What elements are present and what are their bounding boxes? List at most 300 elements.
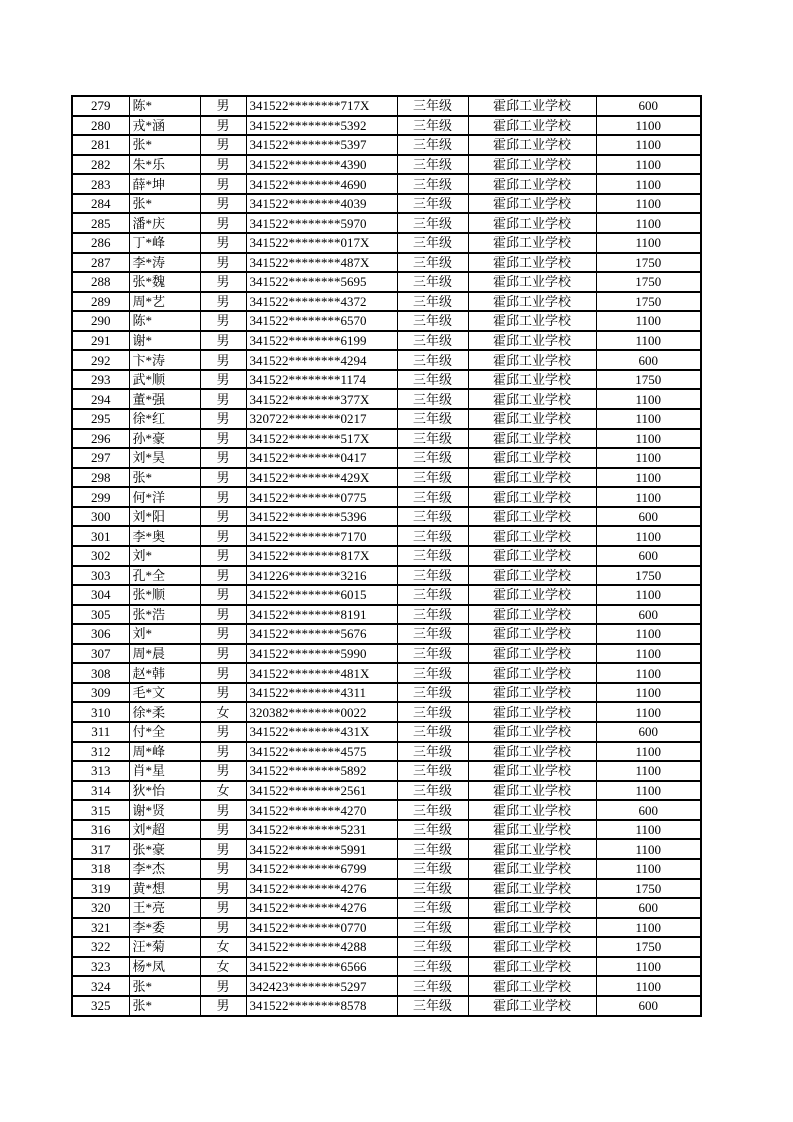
id-number-cell: 341522********431X [246,722,397,742]
gender-cell: 男 [200,135,246,155]
table-row [72,585,701,605]
id-number-cell: 341522********0770 [246,918,397,938]
amount-cell: 600 [596,800,701,820]
amount-cell: 1100 [596,233,701,253]
id-number-cell: 341522********8191 [246,605,397,625]
student-name-cell: 周*晨 [129,644,200,664]
student-name-cell: 张* [129,468,200,488]
amount-cell: 1100 [596,174,701,194]
student-name-cell: 黄*想 [129,879,200,899]
amount-cell: 1100 [596,624,701,644]
gender-cell: 男 [200,468,246,488]
table-row [72,135,701,155]
id-number-cell: 341522********5695 [246,272,397,292]
serial-number-cell: 284 [72,194,129,214]
amount-cell: 600 [596,605,701,625]
school-cell: 霍邱工业学校 [468,976,596,996]
serial-number-cell: 316 [72,820,129,840]
gender-cell: 女 [200,957,246,977]
school-cell: 霍邱工业学校 [468,996,596,1016]
grade-cell: 三年级 [397,839,468,859]
gender-cell: 女 [200,781,246,801]
gender-cell: 男 [200,292,246,312]
serial-number-cell: 283 [72,174,129,194]
amount-cell: 1100 [596,468,701,488]
amount-cell: 1100 [596,526,701,546]
gender-cell: 男 [200,898,246,918]
amount-cell: 600 [596,722,701,742]
table-row [72,292,701,312]
serial-number-cell: 314 [72,781,129,801]
amount-cell: 1100 [596,448,701,468]
id-number-cell: 341522********5397 [246,135,397,155]
amount-cell: 1750 [596,879,701,899]
school-cell: 霍邱工业学校 [468,683,596,703]
table-row [72,174,701,194]
grade-cell: 三年级 [397,605,468,625]
table-row [72,800,701,820]
table-row [72,879,701,899]
student-name-cell: 刘* [129,546,200,566]
id-number-cell: 341522********2561 [246,781,397,801]
id-number-cell: 341522********4294 [246,350,397,370]
table-row [72,624,701,644]
amount-cell: 1100 [596,213,701,233]
serial-number-cell: 299 [72,487,129,507]
serial-number-cell: 320 [72,898,129,918]
serial-number-cell: 298 [72,468,129,488]
id-number-cell: 341522********0417 [246,448,397,468]
serial-number-cell: 282 [72,155,129,175]
grade-cell: 三年级 [397,116,468,136]
gender-cell: 男 [200,820,246,840]
student-name-cell: 张*浩 [129,605,200,625]
serial-number-cell: 304 [72,585,129,605]
gender-cell: 男 [200,429,246,449]
table-row [72,683,701,703]
amount-cell: 1100 [596,389,701,409]
table-row [72,487,701,507]
grade-cell: 三年级 [397,624,468,644]
amount-cell: 1100 [596,683,701,703]
amount-cell: 1100 [596,409,701,429]
student-name-cell: 刘*昊 [129,448,200,468]
school-cell: 霍邱工业学校 [468,624,596,644]
gender-cell: 男 [200,487,246,507]
id-number-cell: 342423********5297 [246,976,397,996]
amount-cell: 1100 [596,663,701,683]
table-row [72,859,701,879]
table-row [72,96,701,116]
school-cell: 霍邱工业学校 [468,663,596,683]
student-name-cell: 张* [129,194,200,214]
school-cell: 霍邱工业学校 [468,448,596,468]
grade-cell: 三年级 [397,722,468,742]
grade-cell: 三年级 [397,272,468,292]
grade-cell: 三年级 [397,879,468,899]
amount-cell: 1100 [596,918,701,938]
grade-cell: 三年级 [397,663,468,683]
school-cell: 霍邱工业学校 [468,546,596,566]
student-name-cell: 董*强 [129,389,200,409]
school-cell: 霍邱工业学校 [468,253,596,273]
table-row [72,722,701,742]
table-row [72,702,701,722]
id-number-cell: 341522********5970 [246,213,397,233]
id-number-cell: 341522********4311 [246,683,397,703]
grade-cell: 三年级 [397,233,468,253]
grade-cell: 三年级 [397,742,468,762]
table-row [72,976,701,996]
gender-cell: 男 [200,546,246,566]
student-name-cell: 王*亮 [129,898,200,918]
serial-number-cell: 305 [72,605,129,625]
gender-cell: 女 [200,702,246,722]
id-number-cell: 341522********5231 [246,820,397,840]
grade-cell: 三年级 [397,370,468,390]
id-number-cell: 341522********4276 [246,898,397,918]
student-name-cell: 张*魏 [129,272,200,292]
amount-cell: 1100 [596,761,701,781]
student-name-cell: 孔*全 [129,566,200,586]
grade-cell: 三年级 [397,311,468,331]
school-cell: 霍邱工业学校 [468,429,596,449]
amount-cell: 1100 [596,116,701,136]
gender-cell: 男 [200,624,246,644]
table-row [72,389,701,409]
id-number-cell: 341522********5396 [246,507,397,527]
id-number-cell: 341522********517X [246,429,397,449]
grade-cell: 三年级 [397,702,468,722]
grade-cell: 三年级 [397,781,468,801]
amount-cell: 1100 [596,135,701,155]
school-cell: 霍邱工业学校 [468,605,596,625]
id-number-cell: 341522********8578 [246,996,397,1016]
serial-number-cell: 280 [72,116,129,136]
gender-cell: 男 [200,253,246,273]
serial-number-cell: 303 [72,566,129,586]
grade-cell: 三年级 [397,389,468,409]
school-cell: 霍邱工业学校 [468,370,596,390]
id-number-cell: 320722********0217 [246,409,397,429]
id-number-cell: 341522********6799 [246,859,397,879]
school-cell: 霍邱工业学校 [468,272,596,292]
grade-cell: 三年级 [397,96,468,116]
grade-cell: 三年级 [397,409,468,429]
student-name-cell: 付*全 [129,722,200,742]
grade-cell: 三年级 [397,937,468,957]
gender-cell: 男 [200,566,246,586]
student-name-cell: 刘*阳 [129,507,200,527]
school-cell: 霍邱工业学校 [468,487,596,507]
student-table-body [72,96,701,1016]
student-name-cell: 毛*文 [129,683,200,703]
table-row [72,781,701,801]
student-name-cell: 丁*峰 [129,233,200,253]
school-cell: 霍邱工业学校 [468,116,596,136]
table-row [72,898,701,918]
school-cell: 霍邱工业学校 [468,859,596,879]
table-row [72,213,701,233]
gender-cell: 男 [200,761,246,781]
student-name-cell: 赵*韩 [129,663,200,683]
school-cell: 霍邱工业学校 [468,566,596,586]
table-row [72,820,701,840]
student-name-cell: 薛*坤 [129,174,200,194]
document-page [71,95,702,1017]
student-name-cell: 徐*红 [129,409,200,429]
amount-cell: 1750 [596,566,701,586]
gender-cell: 男 [200,174,246,194]
id-number-cell: 341522********017X [246,233,397,253]
serial-number-cell: 296 [72,429,129,449]
id-number-cell: 341522********4372 [246,292,397,312]
gender-cell: 男 [200,663,246,683]
school-cell: 霍邱工业学校 [468,292,596,312]
serial-number-cell: 300 [72,507,129,527]
table-row [72,761,701,781]
school-cell: 霍邱工业学校 [468,918,596,938]
grade-cell: 三年级 [397,859,468,879]
amount-cell: 1100 [596,194,701,214]
grade-cell: 三年级 [397,213,468,233]
serial-number-cell: 315 [72,800,129,820]
amount-cell: 600 [596,996,701,1016]
student-name-cell: 潘*庆 [129,213,200,233]
grade-cell: 三年级 [397,957,468,977]
serial-number-cell: 286 [72,233,129,253]
grade-cell: 三年级 [397,976,468,996]
amount-cell: 1750 [596,253,701,273]
id-number-cell: 341522********4288 [246,937,397,957]
gender-cell: 男 [200,213,246,233]
table-row [72,448,701,468]
student-name-cell: 陈* [129,96,200,116]
serial-number-cell: 309 [72,683,129,703]
id-number-cell: 341522********817X [246,546,397,566]
amount-cell: 1100 [596,859,701,879]
grade-cell: 三年级 [397,194,468,214]
student-name-cell: 戎*涵 [129,116,200,136]
student-name-cell: 周*峰 [129,742,200,762]
school-cell: 霍邱工业学校 [468,507,596,527]
student-funding-table [71,95,702,1017]
school-cell: 霍邱工业学校 [468,781,596,801]
student-name-cell: 张*顺 [129,585,200,605]
amount-cell: 1750 [596,272,701,292]
student-name-cell: 汪*菊 [129,937,200,957]
grade-cell: 三年级 [397,644,468,664]
gender-cell: 男 [200,194,246,214]
serial-number-cell: 294 [72,389,129,409]
gender-cell: 男 [200,311,246,331]
grade-cell: 三年级 [397,996,468,1016]
id-number-cell: 341522********4276 [246,879,397,899]
serial-number-cell: 321 [72,918,129,938]
student-name-cell: 朱*乐 [129,155,200,175]
gender-cell: 男 [200,370,246,390]
amount-cell: 1750 [596,937,701,957]
student-name-cell: 张*豪 [129,839,200,859]
gender-cell: 男 [200,448,246,468]
gender-cell: 男 [200,859,246,879]
student-name-cell: 武*顺 [129,370,200,390]
id-number-cell: 341522********5676 [246,624,397,644]
serial-number-cell: 325 [72,996,129,1016]
id-number-cell: 341522********5991 [246,839,397,859]
grade-cell: 三年级 [397,448,468,468]
grade-cell: 三年级 [397,135,468,155]
id-number-cell: 341522********6015 [246,585,397,605]
id-number-cell: 341522********717X [246,96,397,116]
student-name-cell: 肖*星 [129,761,200,781]
gender-cell: 男 [200,350,246,370]
serial-number-cell: 292 [72,350,129,370]
amount-cell: 1100 [596,976,701,996]
serial-number-cell: 312 [72,742,129,762]
amount-cell: 1100 [596,820,701,840]
table-row [72,116,701,136]
id-number-cell: 341522********487X [246,253,397,273]
student-name-cell: 刘*超 [129,820,200,840]
table-row [72,937,701,957]
serial-number-cell: 322 [72,937,129,957]
id-number-cell: 341522********1174 [246,370,397,390]
amount-cell: 1100 [596,702,701,722]
student-name-cell: 李*委 [129,918,200,938]
table-row [72,194,701,214]
school-cell: 霍邱工业学校 [468,937,596,957]
school-cell: 霍邱工业学校 [468,702,596,722]
school-cell: 霍邱工业学校 [468,742,596,762]
school-cell: 霍邱工业学校 [468,311,596,331]
amount-cell: 600 [596,507,701,527]
serial-number-cell: 301 [72,526,129,546]
amount-cell: 1750 [596,292,701,312]
table-row [72,272,701,292]
serial-number-cell: 310 [72,702,129,722]
school-cell: 霍邱工业学校 [468,233,596,253]
school-cell: 霍邱工业学校 [468,155,596,175]
school-cell: 霍邱工业学校 [468,468,596,488]
id-number-cell: 341522********4390 [246,155,397,175]
table-row [72,429,701,449]
gender-cell: 男 [200,644,246,664]
table-row [72,663,701,683]
student-name-cell: 张* [129,135,200,155]
table-row [72,507,701,527]
student-name-cell: 刘* [129,624,200,644]
serial-number-cell: 319 [72,879,129,899]
amount-cell: 1100 [596,311,701,331]
amount-cell: 1100 [596,487,701,507]
id-number-cell: 341522********6570 [246,311,397,331]
gender-cell: 男 [200,507,246,527]
amount-cell: 1100 [596,742,701,762]
table-row [72,468,701,488]
table-row [72,526,701,546]
gender-cell: 男 [200,409,246,429]
grade-cell: 三年级 [397,683,468,703]
id-number-cell: 341522********377X [246,389,397,409]
table-row [72,253,701,273]
table-row [72,605,701,625]
id-number-cell: 320382********0022 [246,702,397,722]
table-row [72,566,701,586]
student-name-cell: 李*奥 [129,526,200,546]
school-cell: 霍邱工业学校 [468,761,596,781]
id-number-cell: 341522********5990 [246,644,397,664]
serial-number-cell: 308 [72,663,129,683]
table-row [72,233,701,253]
school-cell: 霍邱工业学校 [468,174,596,194]
grade-cell: 三年级 [397,820,468,840]
school-cell: 霍邱工业学校 [468,350,596,370]
gender-cell: 男 [200,116,246,136]
gender-cell: 男 [200,605,246,625]
gender-cell: 男 [200,526,246,546]
serial-number-cell: 318 [72,859,129,879]
gender-cell: 男 [200,976,246,996]
school-cell: 霍邱工业学校 [468,898,596,918]
student-name-cell: 卞*涛 [129,350,200,370]
serial-number-cell: 323 [72,957,129,977]
grade-cell: 三年级 [397,468,468,488]
gender-cell: 女 [200,937,246,957]
table-row [72,957,701,977]
amount-cell: 1100 [596,781,701,801]
school-cell: 霍邱工业学校 [468,96,596,116]
id-number-cell: 341522********4575 [246,742,397,762]
grade-cell: 三年级 [397,761,468,781]
amount-cell: 600 [596,96,701,116]
grade-cell: 三年级 [397,331,468,351]
table-row [72,331,701,351]
school-cell: 霍邱工业学校 [468,585,596,605]
student-name-cell: 狄*怡 [129,781,200,801]
gender-cell: 男 [200,722,246,742]
serial-number-cell: 306 [72,624,129,644]
id-number-cell: 341522********5892 [246,761,397,781]
student-name-cell: 杨*凤 [129,957,200,977]
gender-cell: 男 [200,389,246,409]
serial-number-cell: 324 [72,976,129,996]
amount-cell: 1100 [596,644,701,664]
amount-cell: 1100 [596,839,701,859]
school-cell: 霍邱工业学校 [468,331,596,351]
grade-cell: 三年级 [397,253,468,273]
serial-number-cell: 289 [72,292,129,312]
serial-number-cell: 287 [72,253,129,273]
gender-cell: 男 [200,839,246,859]
grade-cell: 三年级 [397,429,468,449]
id-number-cell: 341522********429X [246,468,397,488]
serial-number-cell: 293 [72,370,129,390]
student-name-cell: 张* [129,976,200,996]
student-name-cell: 何*洋 [129,487,200,507]
gender-cell: 男 [200,272,246,292]
grade-cell: 三年级 [397,585,468,605]
table-row [72,742,701,762]
student-name-cell: 徐*柔 [129,702,200,722]
school-cell: 霍邱工业学校 [468,409,596,429]
student-name-cell: 李*涛 [129,253,200,273]
serial-number-cell: 291 [72,331,129,351]
grade-cell: 三年级 [397,487,468,507]
school-cell: 霍邱工业学校 [468,722,596,742]
school-cell: 霍邱工业学校 [468,820,596,840]
school-cell: 霍邱工业学校 [468,839,596,859]
